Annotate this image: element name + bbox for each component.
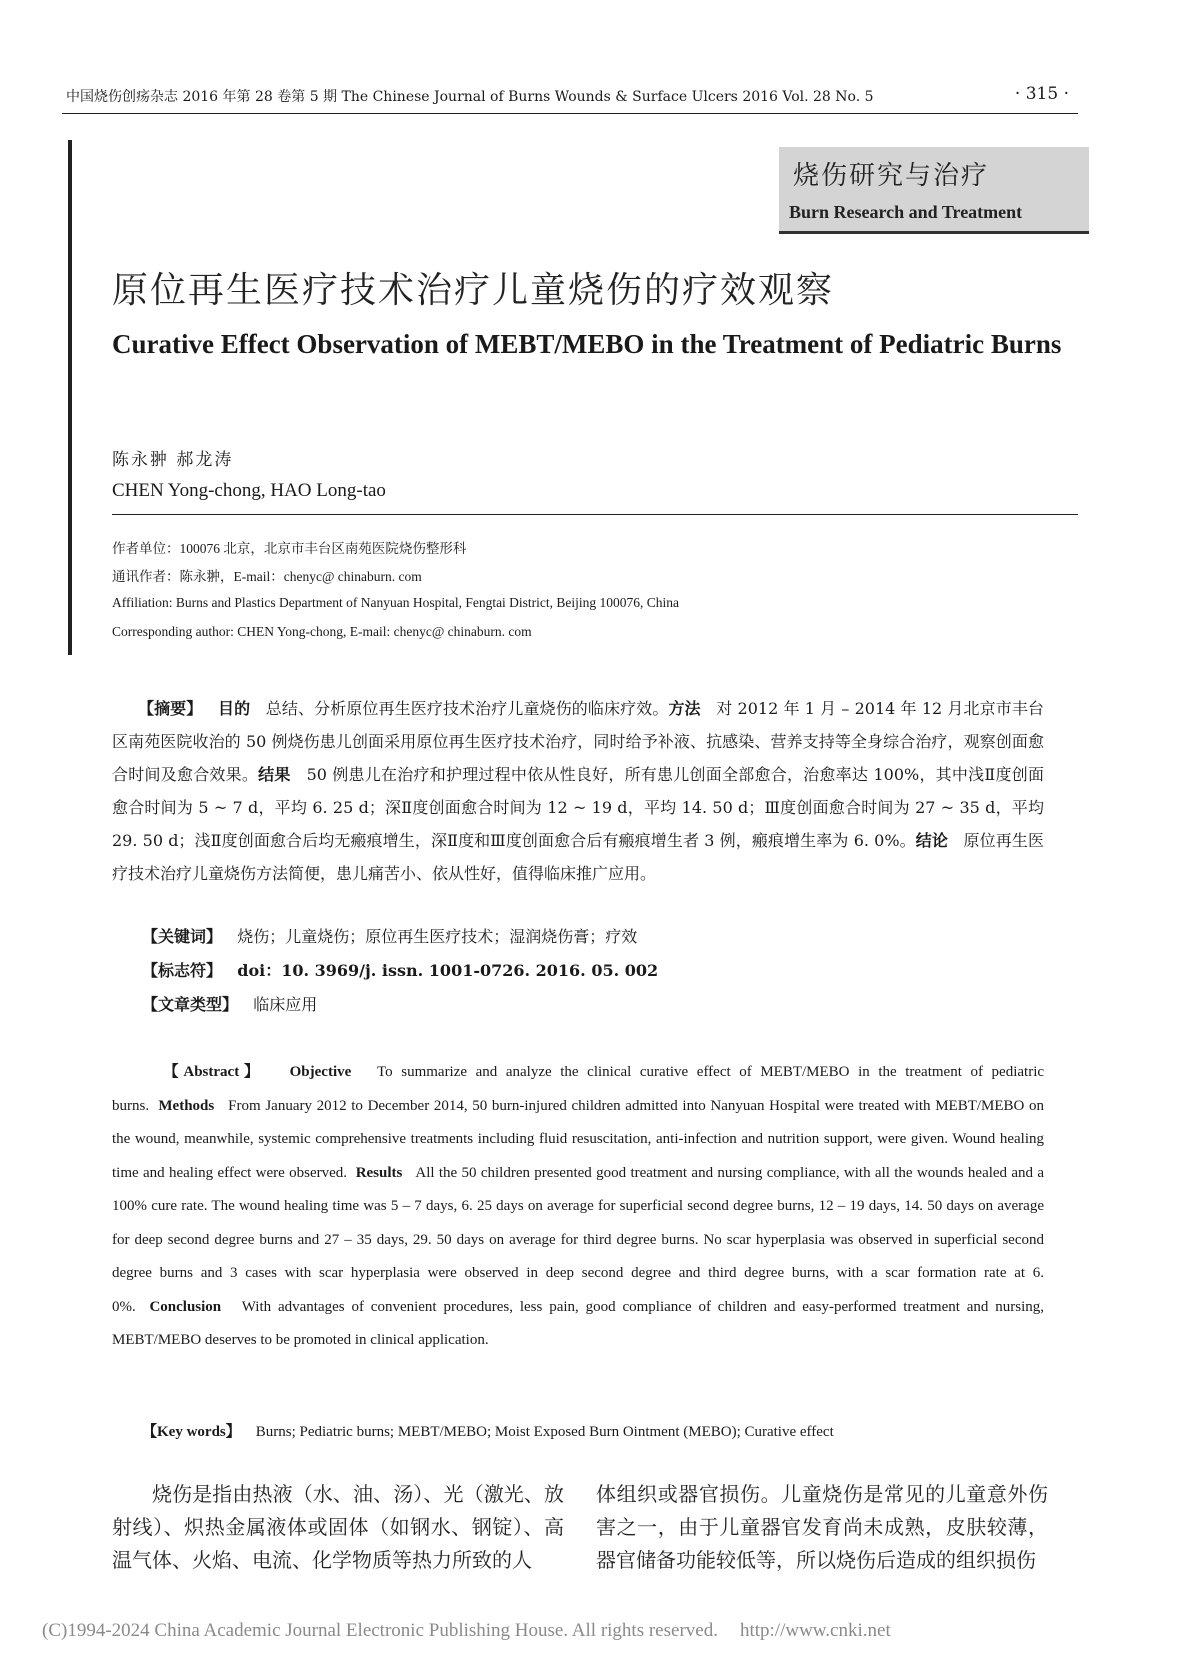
footer-url[interactable]: http://www.cnki.net: [739, 1620, 891, 1641]
abstract-en-label: 【Abstract】: [163, 1064, 264, 1080]
keywords-cn: [142, 924, 637, 947]
section-title-en: Burn Research and Treatment: [789, 202, 1023, 222]
article-type-text: 临床应用: [253, 995, 318, 1014]
keywords-cn-text: 烧伤；儿童烧伤；原位再生医疗技术；湿润烧伤膏；疗效: [237, 927, 638, 946]
results-cn: 50 例患儿在治疗和护理过程中依从性良好，所有患儿创面全部愈合，治愈率达 100%，其中浅Ⅱ度创面愈合时间为 5 ~ 7 d，平均 6. 25 d；深Ⅱ度创面愈合时间为 12 ~ 19 d，平均 14. 50 d；Ⅲ度创面愈合时间为 27 ~ 35 d，平均 29. 50 d；浅Ⅱ度创面愈合后均无瘢痕增生，深Ⅱ度和Ⅲ度创面愈合后有瘢痕增生者 3 例，瘢痕增生率为 6. 0%。: [112, 765, 1044, 850]
page-number: · 315 ·: [1014, 84, 1069, 104]
article-type-line: [142, 992, 317, 1015]
methods-en-label: Methods: [158, 1097, 215, 1114]
article-type-label: 【文章类型】: [142, 995, 239, 1014]
conclusion-cn-label: 结论: [915, 831, 948, 850]
conclusion-cn: 原位再生医疗技术治疗儿童烧伤方法简便，患儿痛苦小、依从性好，值得临床推广应用。: [112, 831, 1044, 883]
footer-copyright: (C)1994-2024 China Academic Journal Electronic Publishing House. All rights reserved.: [42, 1620, 718, 1641]
objective-en-label: Objective: [289, 1064, 352, 1080]
article-title-en: Curative Effect Observation of MEBT/MEBO in the Treatment of Pediatric Burns: [112, 329, 1062, 359]
authors-cn: 陈永翀 郝龙涛: [112, 450, 234, 470]
doi-line: [142, 958, 658, 981]
abstract-cn-label: 【摘要】: [137, 699, 203, 718]
running-header: 中国烧伤创疡杂志 2016 年第 28 卷第 5 期 The Chinese Journal of Burns Wounds & Surface Ulcers 2016 Vol. 28 No. 5: [66, 89, 874, 105]
affiliation-cn: 作者单位：100076 北京，北京市丰台区南苑医院烧伤整形科: [112, 541, 467, 556]
methods-en: From January 2012 to December 2014, 50 burn-injured children admitted into Nanyuan Hospital were treated with MEBT/MEBO on the wound, meanwhile, systemic comprehensive treatments including fluid resuscitation, anti-infection and nutrition support, were given. Wound healing time and healing effect were observed.: [112, 1097, 1045, 1181]
methods-cn-label: 方法: [668, 699, 701, 718]
left-accent-bar: [68, 140, 72, 655]
keywords-en: [142, 1420, 834, 1441]
article-title-cn: 原位再生医疗技术治疗儿童烧伤的疗效观察: [112, 270, 835, 311]
abstract-cn: [112, 692, 1044, 890]
doi-label: 【标志符】: [142, 961, 223, 980]
footer: [42, 1620, 1152, 1642]
objective-cn-label: 目的: [217, 699, 251, 718]
authors-en: CHEN Yong-chong, HAO Long-tao: [112, 480, 386, 501]
header-rule: [62, 113, 1078, 114]
corresponding-author-cn: 通讯作者：陈永翀，E-mail：chenyc@ chinaburn. com: [112, 569, 422, 584]
results-en: All the 50 children presented good treatment and nursing compliance, with all the wounds healed and a 100% cure rate. The wound healing time was 5 – 7 days, 6. 25 days on average for superficial second degree burns, 12 – 19 days, 14. 50 days on average for deep second degree burns and 27 – 35 days, 29. 50 days on average for third degree burns. No scar hyperplasia was observed in superficial second degree burns and 3 cases with scar hyperplasia were observed in deep second degree and third degree burns, with a scar formation rate at 6. 0%.: [112, 1164, 1045, 1315]
doi-text: doi：10. 3969/j. issn. 1001-0726. 2016. 05. 002: [237, 961, 659, 980]
section-box: [779, 147, 1089, 234]
body-column-right: 体组织或器官损伤。儿童烧伤是常见的儿童意外伤害之一，由于儿童器官发育尚未成熟，皮肤较薄，器官储备功能较低等，所以烧伤后造成的组织损伤: [596, 1482, 1048, 1572]
section-title-cn: 烧伤研究与治疗: [793, 161, 990, 191]
abstract-en: [112, 1056, 1044, 1358]
objective-en: To summarize and analyze the clinical curative effect of MEBT/MEBO in the treatment of pediatric burns.: [112, 1064, 1045, 1114]
results-cn-label: 结果: [258, 765, 291, 784]
keywords-en-label: 【Key words】: [142, 1424, 241, 1440]
affiliation-en: Affiliation: Burns and Plastics Department of Nanyuan Hospital, Fengtai District, Beijing 100076, China: [112, 595, 680, 610]
body-column-left: 烧伤是指由热液（水、油、汤）、光（激光、放射线）、炽热金属液体或固体（如钢水、钢锭）、高温气体、火焰、电流、化学物质等热力所致的人: [112, 1482, 564, 1572]
keywords-cn-label: 【关键词】: [142, 927, 223, 946]
methods-cn: 对 2012 年 1 月 – 2014 年 12 月北京市丰台区南苑医院收治的 50 例烧伤患儿创面采用原位再生医疗技术治疗，同时给予补液、抗感染、营养支持等全身综合治疗，观察创面愈合时间及愈合效果。: [112, 699, 1044, 784]
conclusion-en: With advantages of convenient procedures, less pain, good compliance of children and easy-performed treatment and nursing, MEBT/MEBO deserves to be promoted in clinical application.: [112, 1298, 1045, 1348]
conclusion-en-label: Conclusion: [149, 1298, 222, 1315]
corresponding-author-en: Corresponding author: CHEN Yong-chong, E-mail: chenyc@ chinaburn. com: [112, 624, 532, 639]
objective-cn: 总结、分析原位再生医疗技术治疗儿童烧伤的临床疗效。: [265, 699, 669, 718]
authors-rule: [112, 514, 1078, 515]
results-en-label: Results: [355, 1164, 403, 1181]
keywords-en-text: Burns; Pediatric burns; MEBT/MEBO; Moist Exposed Burn Ointment (MEBO); Curative effect: [255, 1424, 834, 1440]
